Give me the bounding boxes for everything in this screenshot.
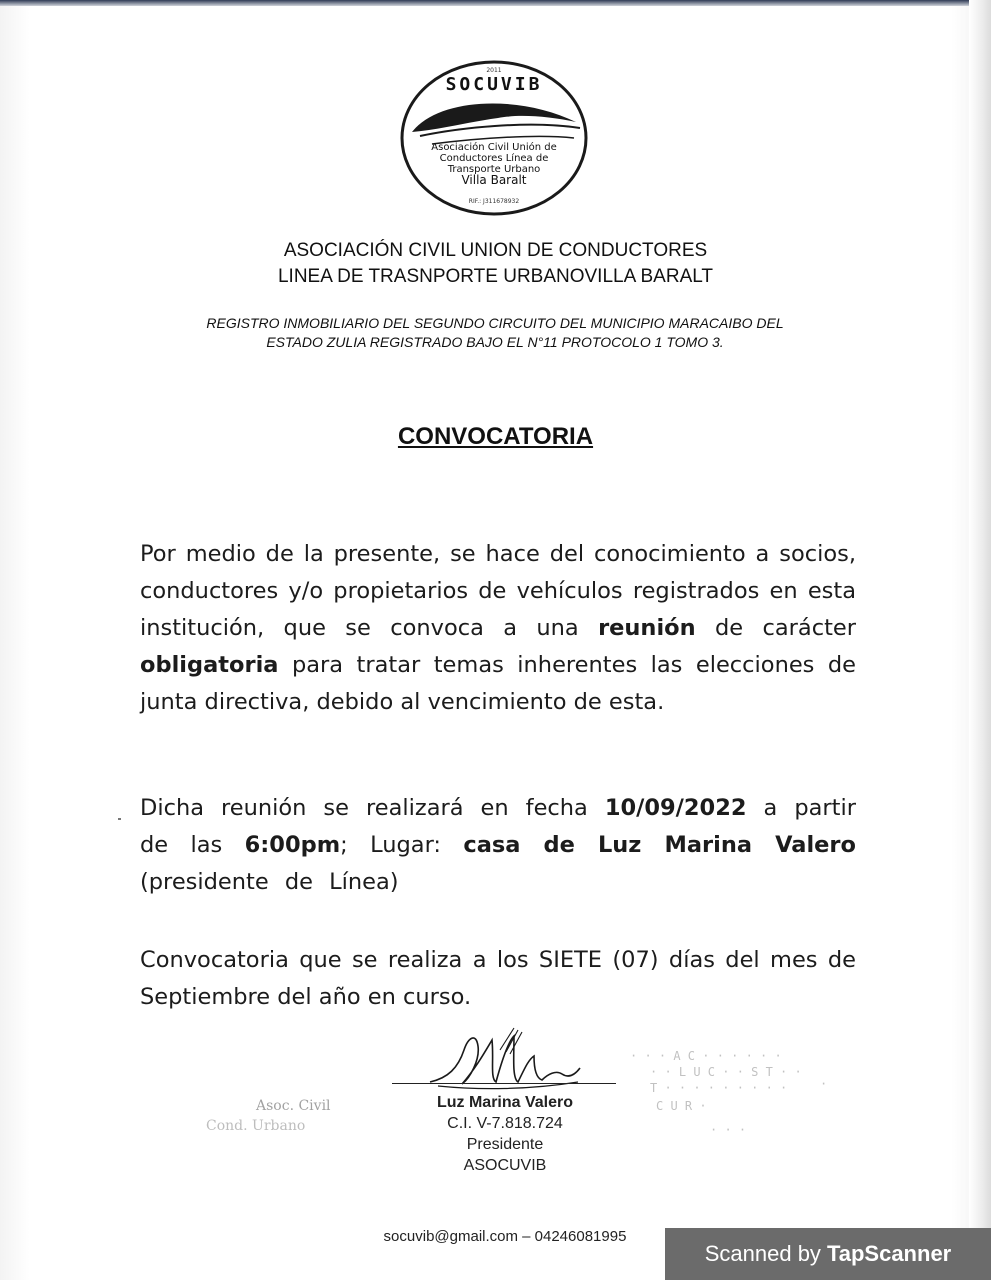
org-name-line1: ASOCIACIÓN CIVIL UNION DE CONDUCTORES — [283, 240, 708, 261]
svg-text:· · ·: · · · — [710, 1123, 747, 1137]
tapscanner-watermark — [665, 1228, 991, 1280]
logo-line2: Conductores Línea de — [439, 153, 549, 164]
paragraph-date: Convocatoria que se realiza a los SIETE (07) días del mes de Septiembre del año en curso. — [140, 947, 856, 1010]
details-text-1: Dicha reunión se realizará en fecha — [140, 795, 605, 821]
svg-text:C U R ·: C U R · — [656, 1099, 707, 1113]
meeting-time: 6:00pm — [244, 832, 341, 858]
svg-text:· · L U C · · S T · ·: · · L U C · · S T · · — [650, 1065, 802, 1079]
socuvib-logo — [398, 58, 590, 218]
scan-right-edge — [969, 0, 991, 1230]
scan-speck — [118, 818, 121, 820]
details-text-3: ; Lugar: — [340, 832, 464, 858]
registro-line1: REGISTRO INMOBILIARIO DEL SEGUNDO CIRCUITO DEL MUNICIPIO MARACAIBO DEL — [206, 315, 784, 331]
details-text-2: a partir de las — [140, 795, 856, 858]
paragraph-details — [140, 790, 856, 901]
stamp-right — [620, 1022, 850, 1142]
paragraph-intro — [140, 536, 856, 721]
handwritten-signature — [418, 1020, 588, 1100]
intro-text-3: para tratar temas inherentes las elecciones de junta directiva, debido al vencimiento de esta. — [140, 652, 856, 715]
document-title: CONVOCATORIA — [397, 423, 594, 450]
logo-line3: Transporte Urbano — [447, 164, 541, 175]
logo-rif: RIF.: J311678932 — [468, 198, 520, 205]
svg-text:· · · A C · · · · · ·: · · · A C · · · · · · — [630, 1049, 782, 1063]
signer-name: Luz Marina Valero — [436, 1094, 574, 1111]
stamp-left-line2: Cond. Urbano — [206, 1118, 306, 1134]
details-text-4: (presidente de Línea) — [140, 869, 399, 895]
scanner-brand: TapScanner — [826, 1241, 952, 1266]
bold-obligatoria: obligatoria — [140, 652, 279, 678]
meeting-date: 10/09/2022 — [604, 795, 747, 821]
logo-line4: Villa Baralt — [461, 173, 527, 187]
org-name-line2: LINEA DE TRASNPORTE URBANOVILLA BARALT — [277, 266, 714, 287]
signature-line — [392, 1083, 616, 1084]
contact-info: socuvib@gmail.com – 04246081995 — [383, 1228, 627, 1245]
stamp-left — [200, 1094, 370, 1154]
signer-org: ASOCUVIB — [463, 1157, 547, 1174]
scan-top-edge — [0, 0, 991, 6]
scanner-prefix: Scanned by — [704, 1241, 821, 1266]
registro-line2: ESTADO ZULIA REGISTRADO BAJO EL N°11 PROTOCOLO 1 TOMO 3. — [266, 334, 724, 350]
logo-year: 2011 — [486, 67, 502, 74]
logo-name: SOCUVIB — [445, 74, 543, 95]
bold-reunion: reunión — [598, 615, 696, 641]
intro-text-2: de carácter — [695, 615, 856, 641]
logo-line1: Asociación Civil Unión de — [431, 142, 557, 153]
signer-ci: C.I. V-7.818.724 — [447, 1115, 563, 1132]
svg-text:T · · · · · · · · ·: T · · · · · · · · · — [650, 1081, 788, 1095]
signer-role: Presidente — [466, 1136, 544, 1153]
stamp-left-line1: Asoc. Civil — [256, 1098, 331, 1114]
intro-text-1: Por medio de la presente, se hace del conocimiento a socios, conductores y/o propietarios de vehículos registrados en esta institución, que se convoca a una — [140, 541, 856, 641]
svg-text:·: · — [820, 1077, 828, 1091]
meeting-place: casa de Luz Marina Valero — [463, 832, 856, 858]
